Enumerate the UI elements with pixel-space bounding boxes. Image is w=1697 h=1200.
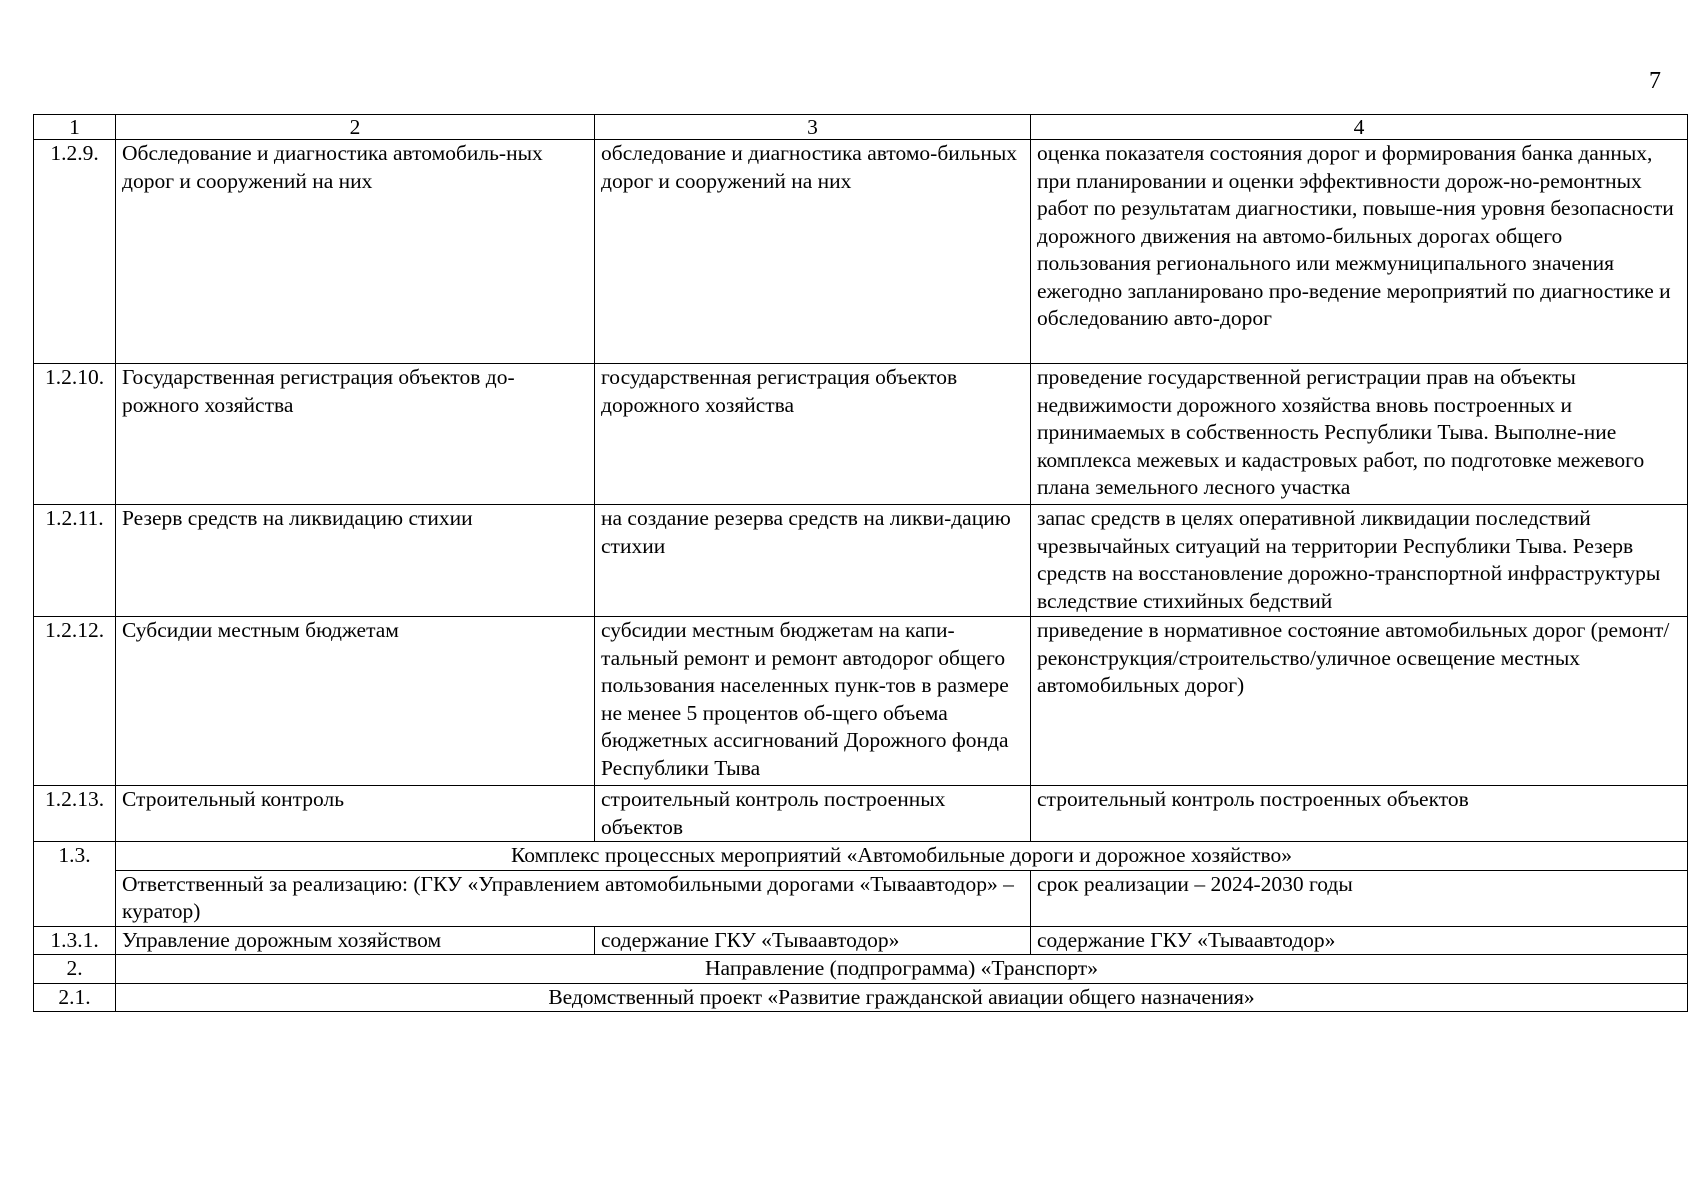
measure-name: Резерв средств на ликвидацию стихии: [116, 505, 595, 617]
row-number: 1.2.12.: [34, 617, 116, 786]
row-number: 1.2.10.: [34, 364, 116, 505]
row-number: 1.2.13.: [34, 786, 116, 842]
direction-row: [34, 955, 1688, 984]
measure-name: Государственная регистрация объектов до-рожного хозяйства: [116, 364, 595, 505]
measure-content: государственная регистрация объектов дорожного хозяйства: [595, 364, 1031, 505]
measure-result: приведение в нормативное состояние автомобильных дорог (ремонт/реконструкция/строительство/уличное освещение местных автомобильных дорог): [1031, 617, 1688, 786]
measure-result: запас средств в целях оперативной ликвидации последствий чрезвычайных ситуаций на территории Республики Тыва. Резерв средств на восстановление дорожно-транспортной инфраструктуры вследствие стихийных бедствий: [1031, 505, 1688, 617]
row-number: 2.1.: [34, 983, 116, 1012]
complex-term: срок реализации – 2024-2030 годы: [1031, 870, 1688, 926]
measure-name: Строительный контроль: [116, 786, 595, 842]
project-row: [34, 983, 1688, 1012]
header-cell: 4: [1031, 115, 1688, 140]
table-row: [34, 786, 1688, 842]
header-cell: 2: [116, 115, 595, 140]
measure-name: Субсидии местным бюджетам: [116, 617, 595, 786]
project-title: Ведомственный проект «Развитие гражданской авиации общего назначения»: [116, 983, 1688, 1012]
row-number: 1.3.1.: [34, 926, 116, 955]
complex-title: Комплекс процессных мероприятий «Автомобильные дороги и дорожное хозяйство»: [116, 842, 1688, 871]
header-cell: 3: [595, 115, 1031, 140]
measures-table: [33, 114, 1688, 1012]
complex-responsible-row: [34, 870, 1688, 926]
row-number: 1.3.: [34, 842, 116, 927]
table-row: [34, 505, 1688, 617]
measure-content: на создание резерва средств на ликви-дацию стихии: [595, 505, 1031, 617]
measure-name: Обследование и диагностика автомобиль-ных дорог и сооружений на них: [116, 140, 595, 364]
complex-title-row: [34, 842, 1688, 871]
complex-responsible: Ответственный за реализацию: (ГКУ «Управлением автомобильными дорогами «Тываавтодор» – куратор): [116, 870, 1031, 926]
measure-result: содержание ГКУ «Тываавтодор»: [1031, 926, 1688, 955]
measure-content: субсидии местным бюджетам на капи-тальный ремонт и ремонт автодорог общего пользования населенных пунк-тов в размере не менее 5 процентов об-щего объема бюджетных ассигнований Дорожного фонда Республики Тыва: [595, 617, 1031, 786]
table-row: [34, 617, 1688, 786]
row-number: 1.2.9.: [34, 140, 116, 364]
row-number: 1.2.11.: [34, 505, 116, 617]
measure-result: проведение государственной регистрации прав на объекты недвижимости дорожного хозяйства вновь построенных и принимаемых в собственность Республики Тыва. Выполне-ние комплекса межевых и кадастровых работ, по подготовке межевого плана земельного лесного участка: [1031, 364, 1688, 505]
table-row: [34, 926, 1688, 955]
row-number: 2.: [34, 955, 116, 984]
measure-result: оценка показателя состояния дорог и формирования банка данных, при планировании и оценки эффективности дорож-но-ремонтных работ по результатам диагностики, повыше-ния уровня безопасности дорожного движения на автомо-бильных дорогах общего пользования регионального или межмуниципального значения ежегодно запланировано про-ведение мероприятий по диагностике и обследованию авто-дорог: [1031, 140, 1688, 364]
measure-content: обследование и диагностика автомо-бильных дорог и сооружений на них: [595, 140, 1031, 364]
measure-content: содержание ГКУ «Тываавтодор»: [595, 926, 1031, 955]
table-header-row: [34, 115, 1688, 140]
table-row: [34, 364, 1688, 505]
table-row: [34, 140, 1688, 364]
measure-content: строительный контроль построенных объектов: [595, 786, 1031, 842]
direction-title: Направление (подпрограмма) «Транспорт»: [116, 955, 1688, 984]
measure-name: Управление дорожным хозяйством: [116, 926, 595, 955]
measure-result: строительный контроль построенных объектов: [1031, 786, 1688, 842]
page-number: 7: [1649, 68, 1661, 94]
header-cell: 1: [34, 115, 116, 140]
